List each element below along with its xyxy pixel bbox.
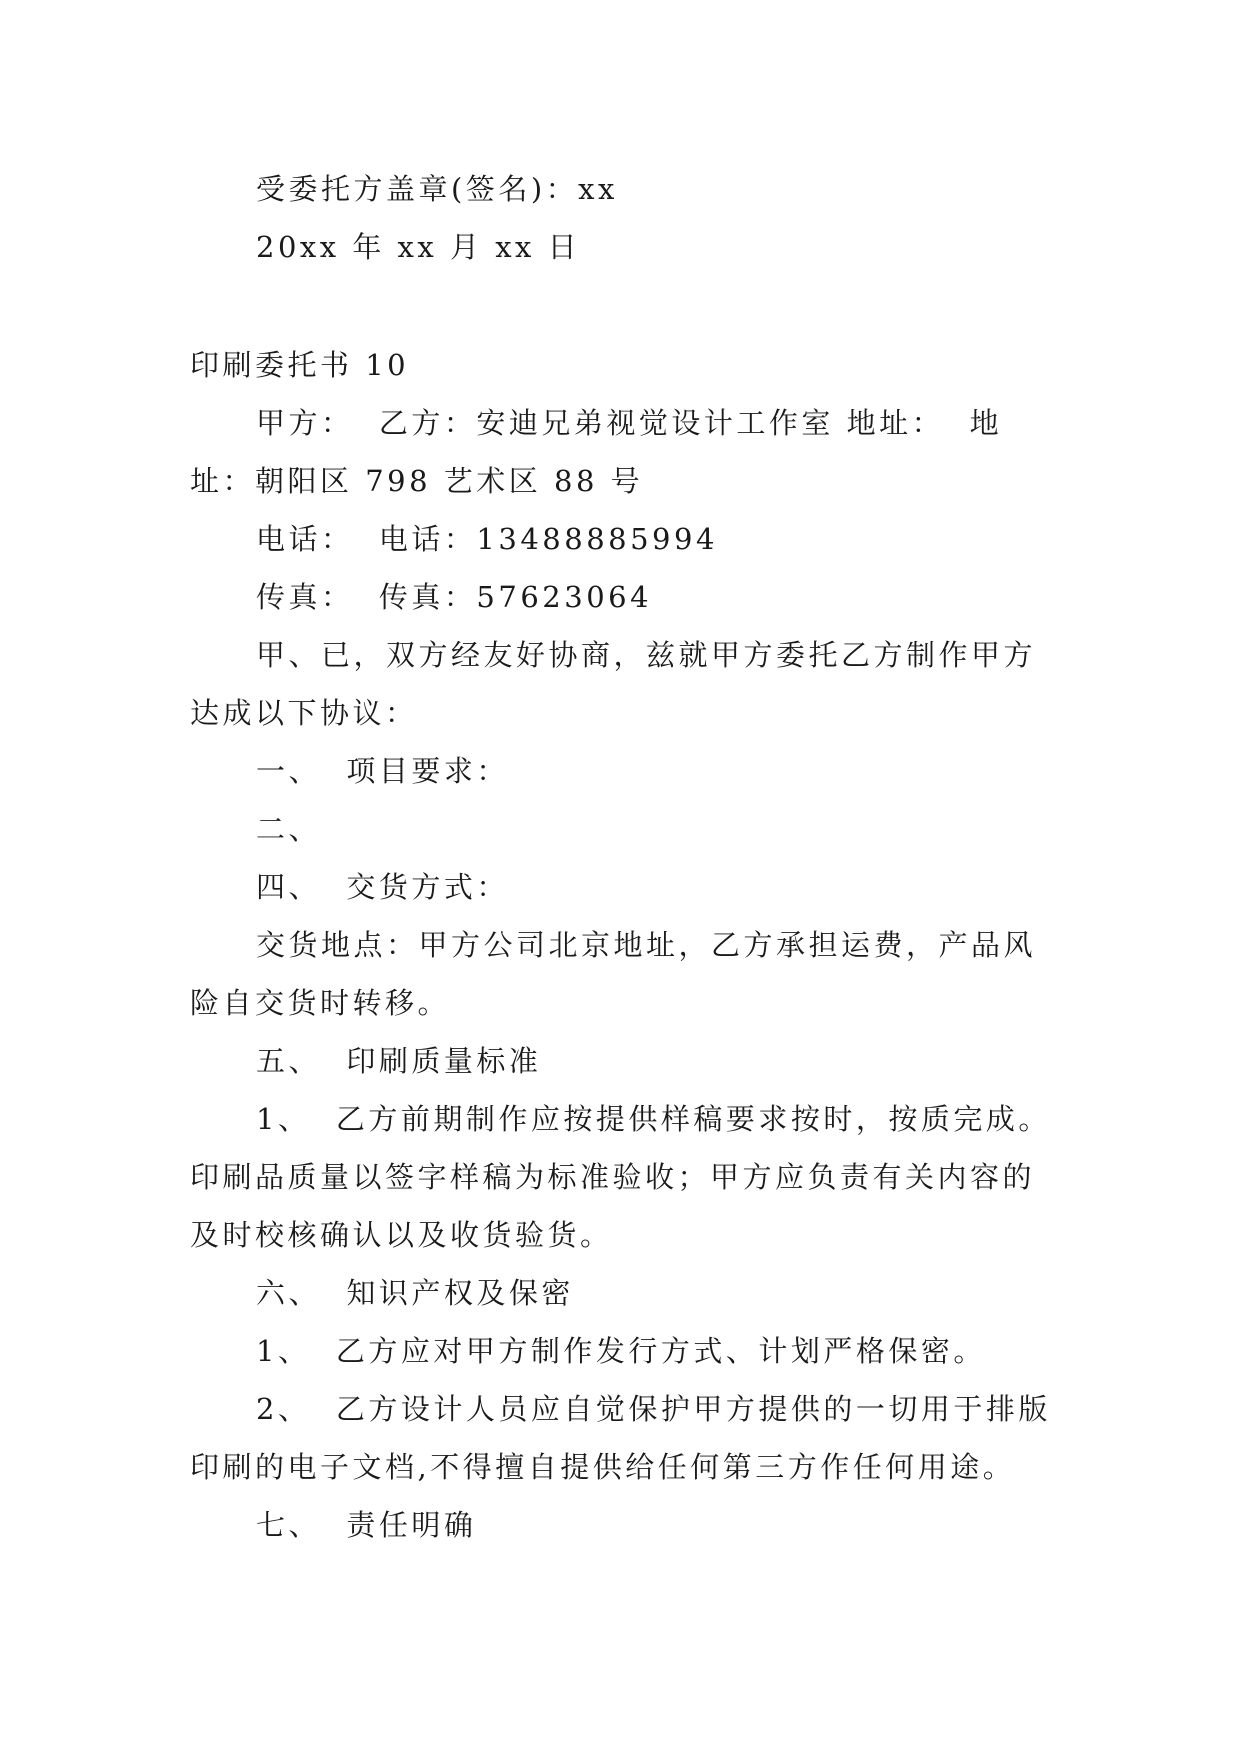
trustee-seal-line: 受委托方盖章(签名)：xx — [256, 172, 618, 206]
clause-heading-6: 六、 知识产权及保密 — [256, 1276, 574, 1310]
secrecy-paragraph-1: 1、 乙方应对甲方制作发行方式、计划严格保密。 — [256, 1334, 986, 1368]
signature-date: 20xx 年 xx 月 xx 日 — [256, 230, 581, 264]
clause-heading-1: 一、 项目要求： — [256, 754, 509, 788]
quality-paragraph: 1、 乙方前期制作应按提供样稿要求按时，按质完成。印刷品质量以签字样稿为标准验收；甲方应负责有关内容的及时校核确认以及收货验货。 — [190, 1102, 1051, 1252]
clause-heading-2: 二、 — [256, 812, 322, 846]
document-body — [190, 160, 1060, 1554]
intro-paragraph: 甲、已，双方经友好协商，兹就甲方委托乙方制作甲方达成以下协议： — [190, 638, 1037, 730]
clause-heading-7: 七、 责任明确 — [256, 1508, 477, 1542]
clause-heading-5: 五、 印刷质量标准 — [256, 1044, 542, 1078]
phone-line: 电话： 电话：13488885994 — [256, 522, 718, 556]
delivery-paragraph: 交货地点：甲方公司北京地址，乙方承担运费，产品风险自交货时转移。 — [190, 928, 1037, 1020]
fax-line: 传真： 传真：57623064 — [256, 580, 653, 614]
section-gap — [190, 276, 1060, 336]
section-title: 印刷委托书 10 — [190, 348, 410, 382]
parties-paragraph: 甲方： 乙方：安迪兄弟视觉设计工作室 地址： 地址：朝阳区 798 艺术区 88 号 — [190, 406, 1003, 498]
secrecy-paragraph-2: 2、 乙方设计人员应自觉保护甲方提供的一切用于排版印刷的电子文档,不得擅自提供给任何第三方作任何用途。 — [190, 1392, 1051, 1484]
clause-heading-4: 四、 交货方式： — [256, 870, 509, 904]
